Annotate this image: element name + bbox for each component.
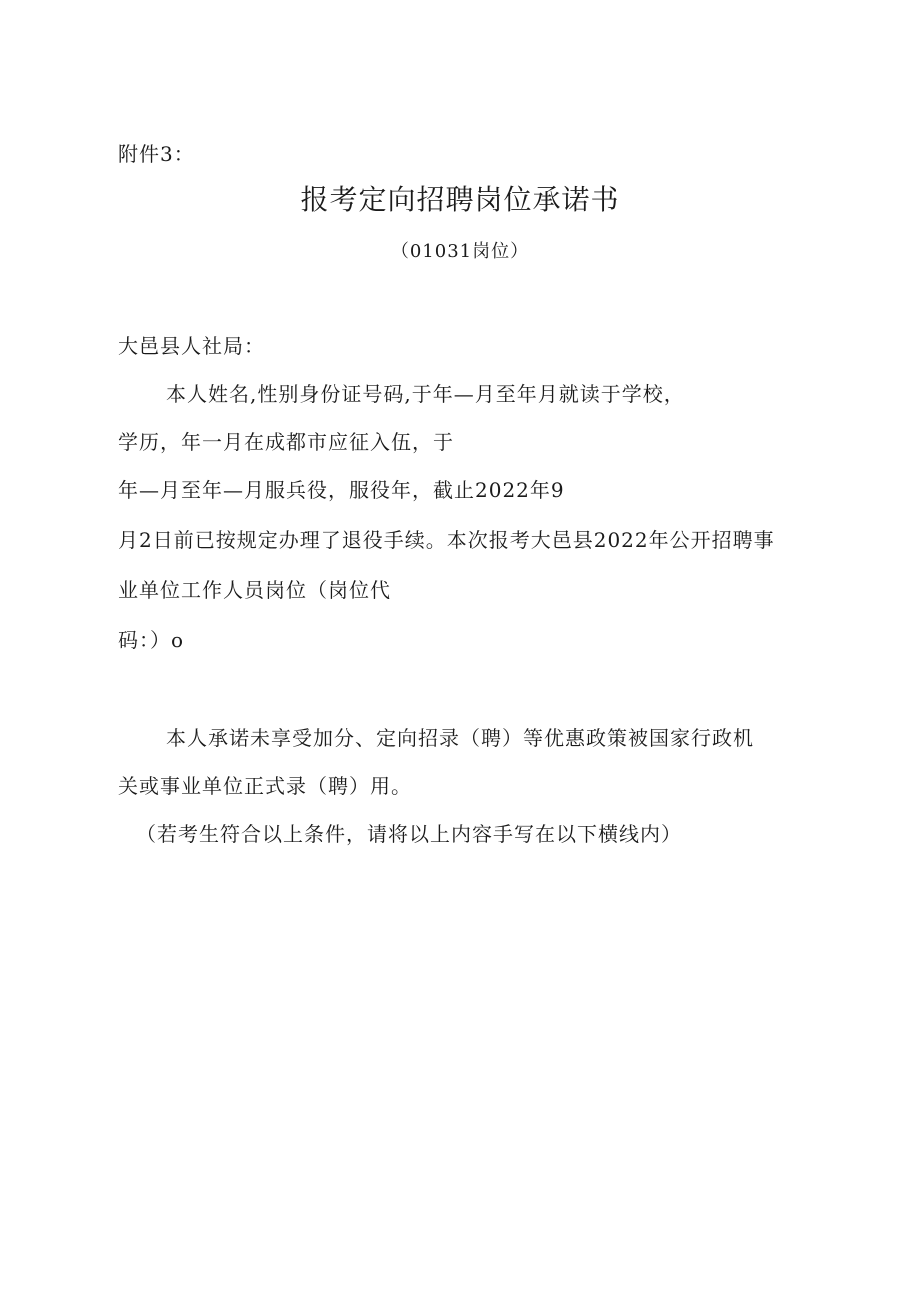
body-line: 年—月至年—月服兵役，服役年，截止2022年9 xyxy=(118,478,565,502)
body-line: 业单位工作人员岗位（岗位代 xyxy=(118,578,391,602)
body-line: 学历，年一月在成都市应征入伍，于 xyxy=(118,430,454,454)
salutation: 大邑县人社局： xyxy=(118,334,265,358)
body-line: 月2日前已按规定办理了退役手续。本次报考大邑县2022年公开招聘事 xyxy=(118,528,775,552)
attachment-label: 附件3： xyxy=(118,142,195,166)
body-line: 本人姓名,性别身份证号码,于年—月至年月就读于学校， xyxy=(166,382,685,406)
commitment-line: 关或事业单位正式录（聘）用。 xyxy=(118,774,412,798)
handwriting-note: （若考生符合以上条件，请将以上内容手写在以下横线内） xyxy=(136,822,682,846)
body-line: 码：）o xyxy=(118,628,185,652)
document-title: 报考定向招聘岗位承诺书 xyxy=(300,183,620,216)
document-subtitle: （01031岗位） xyxy=(390,241,530,262)
commitment-line: 本人承诺未享受加分、定向招录（聘）等优惠政策被国家行政机 xyxy=(166,726,754,750)
